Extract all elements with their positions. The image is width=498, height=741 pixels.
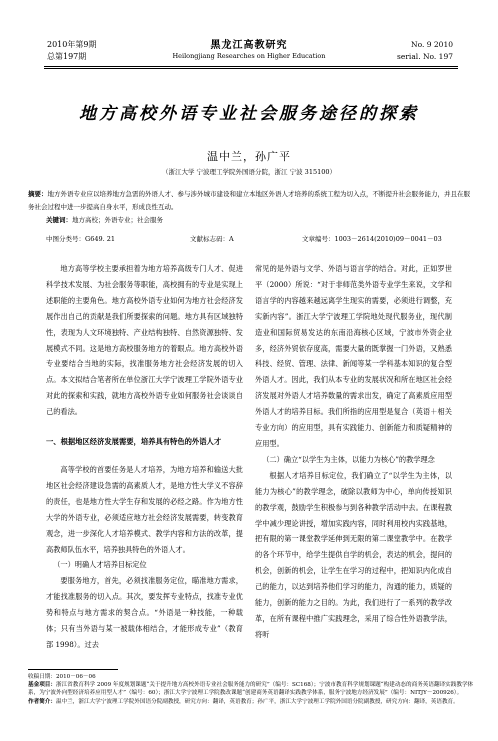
- document-code: 文献标志码：A: [190, 235, 234, 243]
- body-paragraph: 根据人才培养目标定位，我们确立了“以学生为主体，以能力为核心”的教学理念，破除以教师为中心，单向传授知识的教学观，鼓励学生积极参与到各种教学活动中去。在课程教学中减少理论讲授，增加实践内容，同时利用校内实践基地，把有限的第一课堂教学延伸到无限的第二课堂教学中。在教学的各个环节中，给学生提供自学的机会，表达的机会，提问的机会，创新的机会，让学生在学习的过程中，把知识内化成自己的能力，以达到培养他们学习的能力，沟通的能力，质疑的能力，创新的能力之目的。为此，我们进行了一系列的教学改革，在所有课程中推广实践理念，采用了综合性外语教学法，将听: [255, 470, 452, 639]
- subsection-heading: （二）确立“以学生为主体，以能力为核心”的教学理念: [262, 454, 435, 464]
- abstract: [28, 188, 474, 214]
- abstract-label: 摘要：: [28, 190, 48, 198]
- section-heading: 一、根据地区经济发展需要，培养具有特色的外语人才: [46, 437, 222, 447]
- received-date: 收稿日期：2010－06－06: [28, 674, 96, 680]
- keywords: [28, 214, 474, 227]
- footnote: [28, 673, 474, 706]
- header-rule-thin: [44, 68, 458, 69]
- total-issue-cn: 总第197期: [47, 52, 87, 61]
- abstract-block: [28, 188, 474, 227]
- subsection-heading: （一）明确人才培养目标定位: [53, 560, 147, 570]
- article-title: 地方高校外语专业社会服务途径的探索: [79, 104, 419, 124]
- author-bio-label: 作者简介：: [28, 698, 56, 705]
- article-number: 文章编号：1003－2614(2010)09－0041－03: [302, 235, 442, 243]
- journal-title-cn: 黑龙江高教研究: [210, 40, 288, 51]
- abstract-text: 地方外语专业应以培养地方急需的外语人才、参与涉外城市建设和建立本地区外语人才培养的系统工程为切入点，不断提升社会服务能力，并且在服务社会过程中进一步提高自身水平，形成良性互动。: [28, 190, 470, 211]
- footnote-rule: [28, 669, 118, 670]
- body-right-column: [255, 261, 452, 643]
- journal-title-en: Heilongjiang Researches on Higher Education: [172, 52, 326, 60]
- keywords-text: 地方高校；外语专业；社会服务: [72, 216, 163, 224]
- body-paragraph: 要服务地方，首先，必须找准服务定位，瞄准地方需求，才能找准服务的切入点。其次，要发挥专业特点，找准专业优势和特点与地方需求的契合点。“外语是一种技能，一种载体；只有当外语与某一被载体相结合，才能形成专业”（教育部 1998）。过去: [46, 576, 243, 649]
- author-bio: [28, 698, 474, 706]
- body-paragraph: 常见的是外语与文学、外语与语言学的结合。对此，正如罗世平（2000）所说：“对于非师范类外语专业学生来说，文学和语言学的内容越来越远离学生现实的需要，必须进行调整，充实新内容”。浙江大学宁波理工学院地处现代服务业，现代制造业和国际贸易发达的东南沿海核心区域，宁波市外资企业多，经济外贸依存度高，需要大量的既掌握一门外语，又熟悉科技、经贸、管理、法律、新闻等某一学科基本知识的复合型外语人才。因此，我们从本专业的发展状况和所在地区社会经济发展对外语人才培养数量的需求出发，确定了高素质应用型外语人才的培养目标。我们所指的应用型是复合（英语＋相关专业方向）的应用型，具有实践能力、创新能力和质疑精神的应用型。: [255, 264, 452, 448]
- article-authors: 温中兰，孙广平: [207, 150, 291, 163]
- body-left-column: [46, 261, 243, 653]
- header-issue-info-en: [397, 39, 453, 63]
- fund-label: 基金项目：: [28, 682, 56, 689]
- clc-number: 中图分类号：G649. 21: [46, 235, 116, 243]
- journal-masthead: [140, 36, 358, 60]
- serial-en: serial. No. 197: [397, 52, 453, 61]
- fund-note: [28, 681, 474, 697]
- issue-en: No. 9 2010: [411, 40, 453, 49]
- header-rule: [44, 66, 458, 67]
- author-affiliation: （浙江大学 宁波理工学院外国语分院，浙江 宁波 315100）: [161, 168, 336, 176]
- keywords-label: 关键词：: [46, 216, 72, 224]
- body-paragraph: 地方高等学校主要承担着为地方培养高级专门人才、促进科学技术发展、为社会服务等职能，高校拥有的专业是实现上述职能的主要角色。地方高校外语专业如何为地方社会经济发展作出自己的贡献是我们所要探索的问题。地方具有区域独特性，表现为人文环境独特、产业结构独特、自然资源独特、发展模式不同。这是地方高校服务地方的着眼点。地方高校外语专业要结合当地的实际，找准服务地方社会经济发展的切入点。本文拟结合笔者所在单位浙江大学宁波理工学院外语专业对此的探索和实践，就地方高校外语专业如何服务社会谈谈自己的看法。: [46, 264, 243, 417]
- fund-text: 浙江省教育科学 2009 年度规划课题“关于提升地方高校外语专业社会服务能力的研究”（编号：SC168）；宁波市教育科学规划课题“构建动态的商务英语翻译实践教学体系，为宁波外向型经济培养应用型人才”（编号：60）；浙江大学宁波理工学院教改课题“创建商务英语翻译实践教学体系，服务宁波地方经济发展”（编号：NITJY－200926）。: [28, 682, 474, 697]
- author-bio-text: 温中兰，浙江大学宁波理工学院外国语分院副教授，研究方向：翻译，英语教育；孙广平，浙江大学宁波理工学院外国语分院副教授，研究方向：翻译，英语教育。: [55, 698, 459, 705]
- body-paragraph: 高等学校的首要任务是人才培养，为地方培养和输送大批地区社会经济建设急需的高素质人才，是地方性大学义不容辞的责任，也是地方性大学生存和发展的必经之路。作为地方性大学的外语专业，必须适应地方社会经济发展需要，转变教育观念，进一步深化人才培养模式、教学内容和方法的改革，提高教师队伍水平，培养独具特色的外语人才。: [46, 464, 243, 554]
- header-issue-info: [47, 39, 96, 63]
- issue-cn: 2010年第9期: [47, 40, 97, 49]
